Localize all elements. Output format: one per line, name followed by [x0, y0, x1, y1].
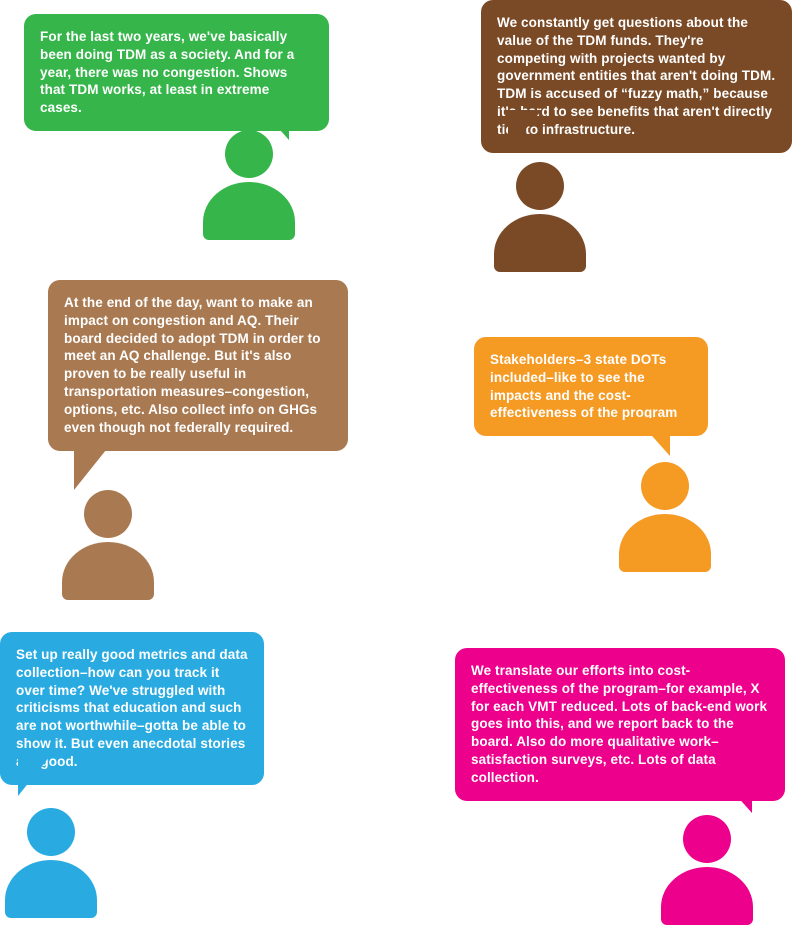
speech-bubble-orange: Stakeholders–3 state DOTs included–like to see the impacts and the cost-effectiveness of the program — [474, 337, 708, 436]
speech-bubble-tail-pink — [718, 775, 752, 813]
avatar-head — [27, 808, 75, 856]
speech-bubble-pink: We translate our efforts into cost-effectiveness of the program–for example, X for each VMT reduced. Lots of back-end work goes into this, and we report back to the board. Also do more qualitative work–satisfaction surveys, etc. Lots of data collection. — [455, 648, 785, 801]
persona-avatar-green — [203, 130, 295, 240]
avatar-head — [516, 162, 564, 210]
speech-bubble-tail-orange — [636, 418, 670, 456]
avatar-body — [661, 867, 753, 925]
speech-bubble-green: For the last two years, we've basically been doing TDM as a society. And for a year, there was no congestion. Shows that TDM works, at least in extreme cases. — [24, 14, 329, 131]
avatar-body — [619, 514, 711, 572]
persona-avatar-tan — [62, 490, 154, 600]
avatar-body — [494, 214, 586, 272]
avatar-body — [62, 542, 154, 600]
avatar-head — [683, 815, 731, 863]
avatar-body — [203, 182, 295, 240]
speech-bubble-tail-brown — [508, 110, 542, 150]
speech-bubble-brown: We constantly get questions about the value of the TDM funds. They're competing with projects wanted by government entities that aren't doing TDM. TDM is accused of “fuzzy math,” because it's hard to see benefits that aren't directly tied to infrastructure. — [481, 0, 792, 153]
avatar-head — [641, 462, 689, 510]
persona-avatar-orange — [619, 462, 711, 572]
persona-avatar-brown — [494, 162, 586, 272]
avatar-body — [5, 860, 97, 918]
speech-bubble-tail-tan — [74, 450, 106, 490]
speech-bubble-tail-blue — [18, 756, 50, 796]
persona-avatar-blue — [5, 808, 97, 918]
avatar-head — [84, 490, 132, 538]
persona-avatar-pink — [661, 815, 753, 925]
speech-bubble-tan: At the end of the day, want to make an impact on congestion and AQ. Their board decided to adopt TDM in order to meet an AQ challenge. But it's also proven to be really useful in transportation measures–congestion, options, etc. Also collect info on GHGs even though not federally required. — [48, 280, 348, 451]
avatar-head — [225, 130, 273, 178]
speech-bubble-blue: Set up really good metrics and data collection–how can you track it over time? We've struggled with criticisms that education and such are not worthwhile–gotta be able to show it. But even anecdotal stories are good. — [0, 632, 264, 785]
